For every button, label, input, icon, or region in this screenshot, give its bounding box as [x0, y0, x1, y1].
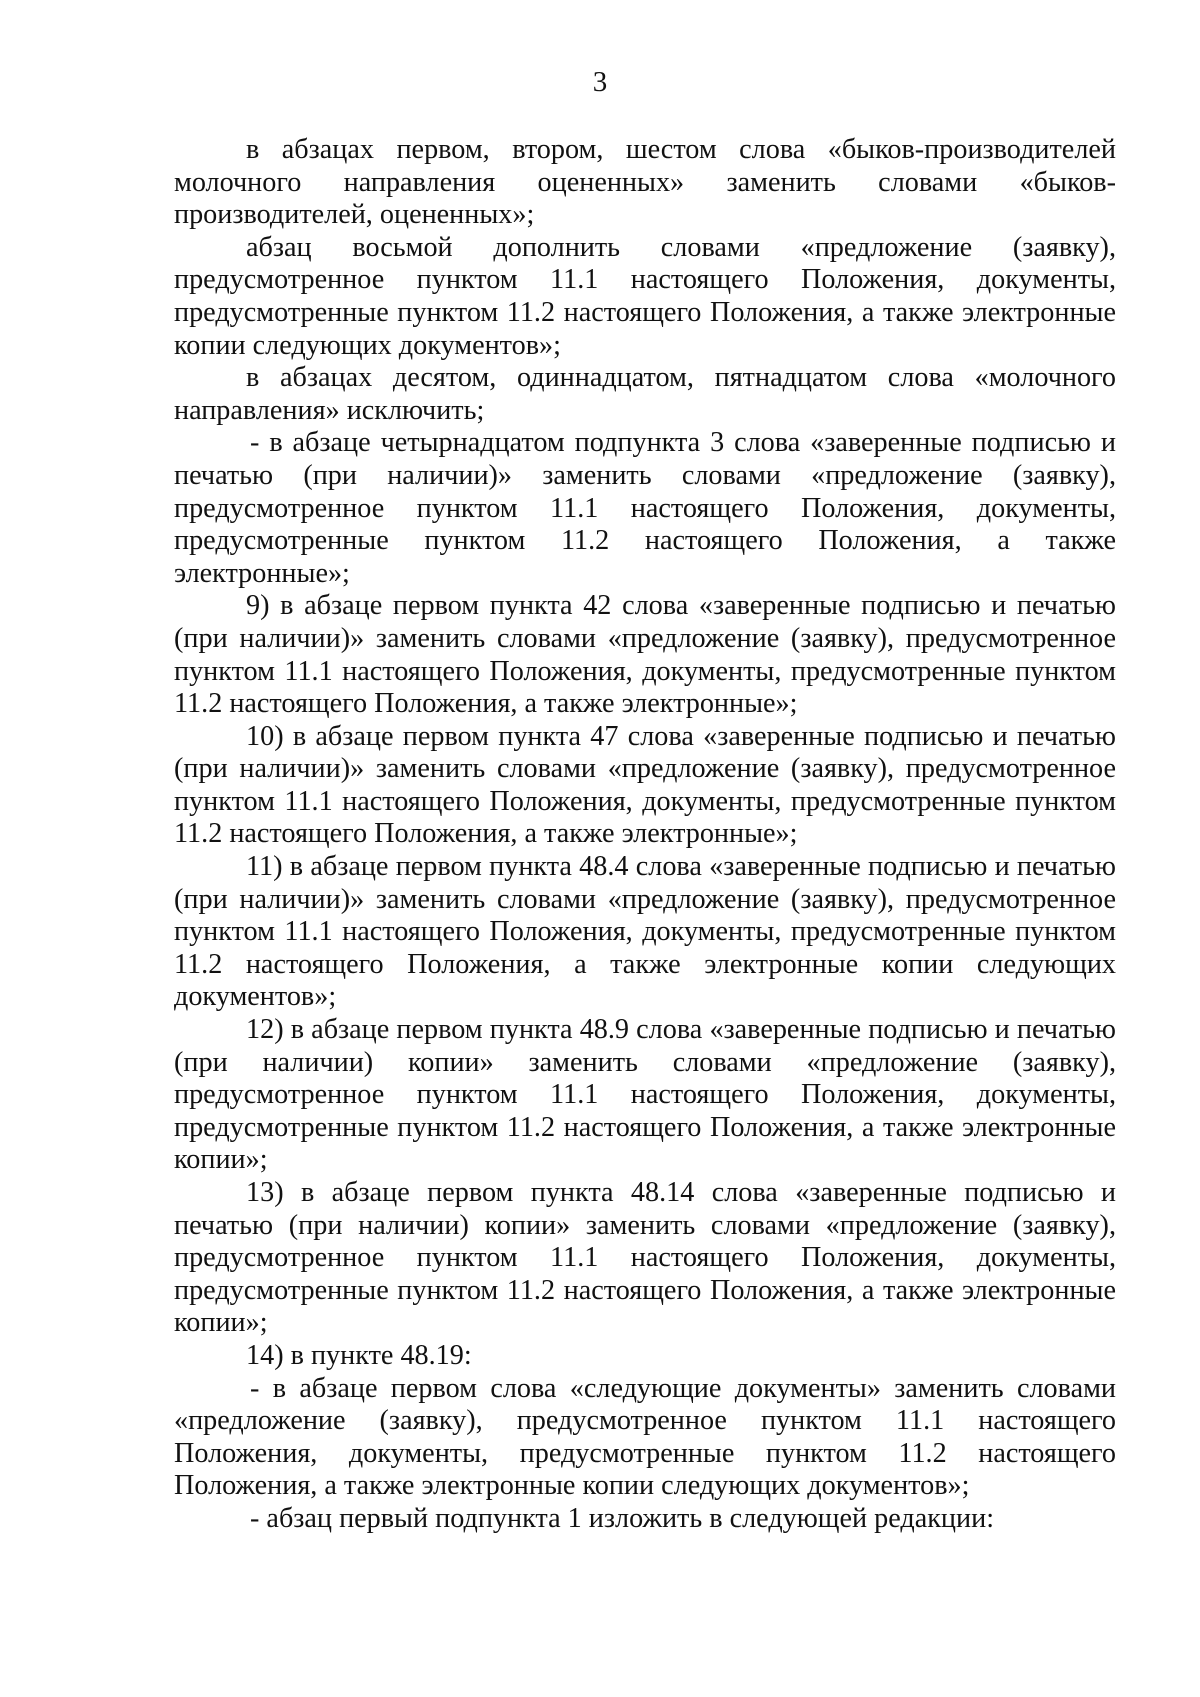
paragraph: - в абзаце первом слова «следующие документы» заменить словами «предложение (заявку), предусмотренное пунктом 11.1 настоящего Положения, документы, предусмотренные пунктом 11.2 настоящего Положения, а также электронные копии следующих документов»; [174, 1372, 1116, 1502]
paragraph: 12) в абзаце первом пункта 48.9 слова «заверенные подписью и печатью (при наличии) копии» заменить словами «предложение (заявку), предусмотренное пунктом 11.1 настоящего Положения, документы, предусмотренные пунктом 11.2 настоящего Положения, а также электронные копии»; [174, 1014, 1116, 1176]
paragraph: 10) в абзаце первом пункта 47 слова «заверенные подписью и печатью (при наличии)» заменить словами «предложение (заявку), предусмотренное пунктом 11.1 настоящего Положения, документы, предусмотренные пунктом 11.2 настоящего Положения, а также электронные»; [174, 720, 1116, 850]
paragraph: 13) в абзаце первом пункта 48.14 слова «заверенные подписью и печатью (при наличии) копии» заменить словами «предложение (заявку), предусмотренное пунктом 11.1 настоящего Положения, документы, предусмотренные пунктом 11.2 настоящего Положения, а также электронные копии»; [174, 1177, 1116, 1339]
paragraph: абзац восьмой дополнить словами «предложение (заявку), предусмотренное пунктом 11.1 настоящего Положения, документы, предусмотренные пунктом 11.2 настоящего Положения, а также электронные копии следующих документов»; [174, 231, 1116, 361]
paragraph: 9) в абзаце первом пункта 42 слова «заверенные подписью и печатью (при наличии)» заменить словами «предложение (заявку), предусмотренное пунктом 11.1 настоящего Положения, документы, предусмотренные пунктом 11.2 настоящего Положения, а также электронные»; [174, 590, 1116, 720]
page-number: 3 [592, 66, 608, 98]
paragraph: 11) в абзаце первом пункта 48.4 слова «заверенные подписью и печатью (при наличии)» заменить словами «предложение (заявку), предусмотренное пунктом 11.1 настоящего Положения, документы, предусмотренные пунктом 11.2 настоящего Положения, а также электронные копии следующих документов»; [174, 851, 1116, 1013]
paragraph: - абзац первый подпункта 1 изложить в следующей редакции: [250, 1502, 995, 1534]
document-body [174, 134, 1116, 1536]
paragraph: - в абзаце четырнадцатом подпункта 3 слова «заверенные подписью и печатью (при наличии)» заменить словами «предложение (заявку), предусмотренное пунктом 11.1 настоящего Положения, документы, предусмотренные пунктом 11.2 настоящего Положения, а также электронные»; [174, 427, 1116, 589]
paragraph: в абзацах десятом, одиннадцатом, пятнадцатом слова «молочного направления» исключить; [174, 362, 1116, 426]
paragraph: в абзацах первом, втором, шестом слова «быков-производителей молочного направления оцененных» заменить словами «быков-производителей, оцененных»; [174, 134, 1116, 231]
paragraph: 14) в пункте 48.19: [246, 1339, 472, 1371]
